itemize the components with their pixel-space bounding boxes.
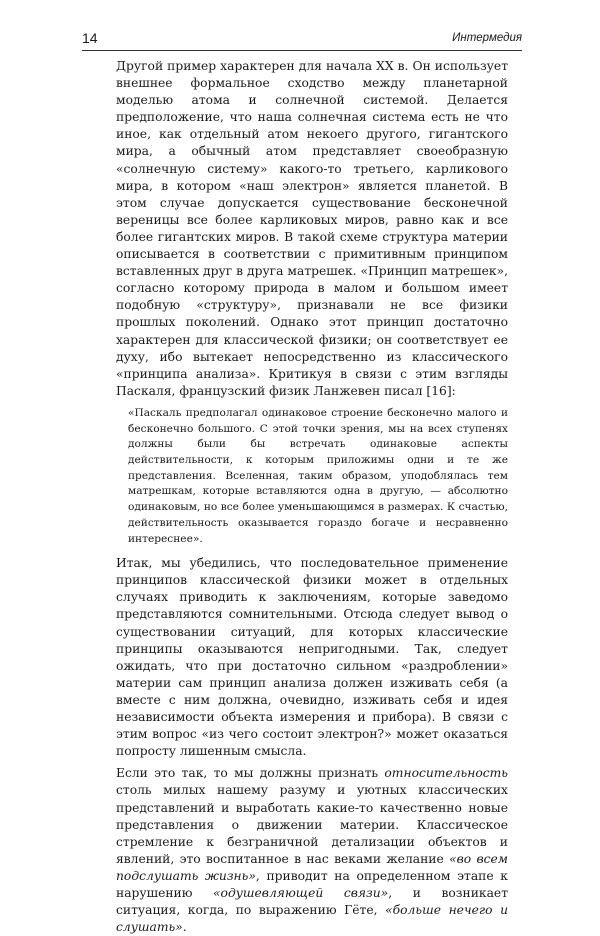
text-run: Если это так, то мы должны признать: [116, 766, 385, 781]
langevin-quote: «Паскаль предполагал одинаковое строение бесконечно малого и бесконечно большого. С этой точки зрения, мы на всех ступенях должны были бы встречать одинаковые аспекты действительности, к которым приложимы одни и те же представления. Вселенная, таким образом, уподоблялась тем матрешкам, которые вставляются одна в другую, — абсолютно одинаковым, но все более уменьшающимся в размерах. К счастью, действительность оказывается гораздо богаче и несравненно интереснее».: [128, 406, 508, 545]
paragraph-matryoshka-principle: Другой пример характерен для начала XX в. Он использует внешнее формальное сходство между планетарной моделью атома и солнечной системой. Делается предположение, что наша солнечная система есть не что иное, как отдельный атом некоего другого, гигантского мира, а обычный атом представляет своеобразную «солнечную систему» какого-то третьего, карликового мира, в котором «наш электрон» является планетой. В этом случае допускается существование бесконечной вереницы все более карликовых миров, равно как и все более гигантских миров. В такой схеме структура материи описывается в соответствии с примитивным принципом вставленных друг в друга матрешек. «Принцип матрешек», согласно которому природа в малом и большом имеет подобную «структуру», признавали не все физики прошлых поколений. Однако этот принцип достаточно характерен для классической физики; он соответствует ее духу, ибо вытекает непосредственно из классического «принципа анализа». Критикуя в связи с этим взгляды Паскаля, французский физик Ланжевен писал [16]:: [116, 59, 508, 398]
emphasis-quote: «одушевляющей связи»: [213, 885, 389, 900]
text-run: столь милых нашему разуму и уютных классических представлений и выработать какие-то качественно новые представления о движении материи. Классическое стремление к безграничной детализации объектов и явлений, это воспитанное в нас веками желание: [116, 783, 508, 866]
text-run: .: [182, 920, 187, 935]
page-body: [116, 58, 508, 936]
emphasis-relativity: относительность: [384, 766, 508, 781]
page-number: 14: [82, 30, 98, 46]
header-rule: [82, 50, 522, 51]
paragraph-classical-limits: Итак, мы убедились, что последовательное применение принципов классической физики может в отдельных случаях приводить к заключениям, которые заведомо представляются сомнительными. Отсюда следует вывод о существовании ситуаций, для которых классические принципы оказываются непригодными. Так, следует ожидать, что при достаточно сильном «раздроблении» материи сам принцип анализа должен изживать себя (а вместе с ним должна, очевидно, изживать себя и идея независимости объекта измерения и прибора). В связи с этим вопрос «из чего состоит электрон?» может оказаться попросту лишенным смысла.: [116, 556, 508, 759]
page-header: [82, 28, 522, 50]
text-run: , приводит на определенном этапе к нарушению: [116, 868, 508, 900]
running-title: Интермедия: [452, 32, 522, 44]
emphasis-quote: «больше нечего и слушать»: [116, 903, 509, 935]
emphasis-quote: «во всем подслушать жизнь»: [116, 851, 509, 883]
text-run: , и возникает ситуация, когда, по выражению Гёте,: [116, 885, 508, 918]
paragraph-relativity: [116, 765, 508, 936]
